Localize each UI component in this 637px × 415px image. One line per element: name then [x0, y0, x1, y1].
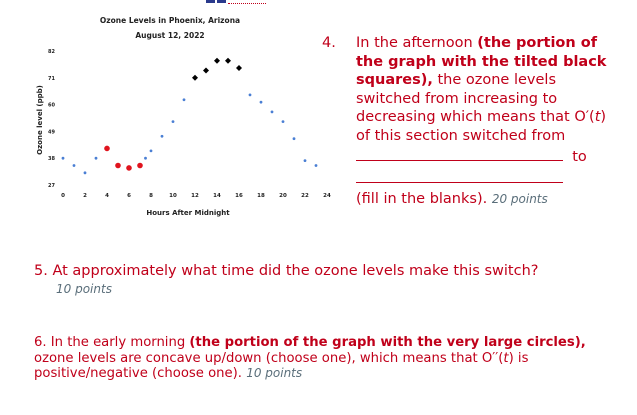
q4-points: 20 points [491, 192, 548, 206]
q6-emphasis: (the portion of the graph with the very large circles), [189, 335, 586, 350]
q6-text-1: In the early morning [50, 335, 190, 350]
question-5-number: 5. [34, 263, 48, 279]
x-tick-label: 14 [213, 193, 221, 199]
data-point-red [104, 146, 110, 152]
x-tick-label: 22 [301, 193, 309, 199]
x-tick-label: 18 [257, 193, 265, 199]
q4-text-4: (fill in the blanks). [356, 191, 488, 207]
data-point-blue [304, 159, 307, 162]
q6-points: 10 points [246, 366, 303, 380]
data-point-blue [282, 120, 285, 123]
data-point-blue [62, 157, 65, 160]
data-point-blue [84, 171, 87, 174]
q4-variable: t [594, 109, 601, 125]
y-tick-label: 60 [48, 102, 55, 109]
y-tick-label: 49 [48, 129, 55, 136]
q5-points: 10 points [56, 282, 112, 296]
data-point-blue [183, 98, 186, 101]
question-6 [34, 335, 624, 382]
q6-variable: t [503, 350, 509, 366]
data-point-blue [144, 157, 147, 160]
q4-to: to [572, 149, 587, 165]
y-tick-label: 38 [48, 156, 55, 163]
answer-blank-1[interactable] [356, 150, 563, 161]
data-point-blue [172, 120, 175, 123]
data-point-blue [150, 149, 153, 152]
data-point-black-square [203, 67, 209, 73]
x-tick-label: 6 [127, 193, 131, 199]
question-4 [322, 34, 622, 209]
data-point-black-square [236, 65, 242, 71]
x-tick-label: 2 [83, 193, 87, 199]
q6-text-2: ozone levels are concave up/down (choose one), which means that O′′( [34, 350, 504, 366]
data-point-blue [73, 164, 76, 167]
y-tick-label: 27 [48, 183, 55, 189]
ozone-chart [0, 0, 330, 230]
x-axis-label: Hours After Midnight [146, 209, 230, 217]
question-6-number: 6. [34, 335, 47, 350]
y-tick-label: 82 [48, 49, 55, 55]
x-tick-label: 4 [105, 193, 109, 199]
answer-blank-2[interactable] [356, 176, 563, 183]
chart-title: Ozone Levels in Phoenix, Arizona [99, 16, 241, 25]
question-5 [34, 262, 624, 298]
q4-emphasis: (the portion of the graph with the tilted black squares), [356, 35, 607, 88]
x-tick-label: 16 [235, 193, 243, 199]
data-point-red [115, 163, 121, 169]
q4-text-3: ) of this section switched from [356, 109, 607, 144]
y-axis-label: Ozone level (ppb) [36, 85, 44, 155]
y-tick-label: 71 [48, 75, 55, 82]
q6-text-3: ) is positive/negative (choose one). [34, 350, 529, 381]
x-tick-label: 24 [323, 193, 331, 199]
data-point-blue [315, 164, 318, 167]
data-point-blue [249, 93, 252, 96]
data-point-blue [271, 111, 274, 114]
x-tick-label: 12 [191, 193, 199, 199]
x-tick-label: 10 [169, 193, 177, 199]
chart-subtitle: August 12, 2022 [135, 31, 205, 40]
question-4-number: 4. [322, 35, 336, 51]
q4-text-1: In the afternoon [356, 35, 478, 51]
data-point-black-square [225, 58, 231, 64]
x-tick-label: 0 [61, 193, 65, 199]
data-point-red [137, 163, 143, 169]
data-point-black-square [214, 58, 220, 64]
q4-text-2: the ozone levels switched from increasing to decreasing which means that O′( [356, 72, 595, 125]
q5-text: At approximately what time did the ozone levels make this switch? [52, 263, 539, 279]
data-point-blue [260, 101, 263, 104]
x-tick-label: 8 [149, 193, 153, 199]
x-tick-label: 20 [279, 193, 287, 199]
data-point-blue [95, 157, 98, 160]
data-point-red [126, 165, 132, 171]
data-point-blue [161, 135, 164, 138]
data-point-blue [293, 137, 296, 140]
data-point-black-square [192, 75, 198, 81]
